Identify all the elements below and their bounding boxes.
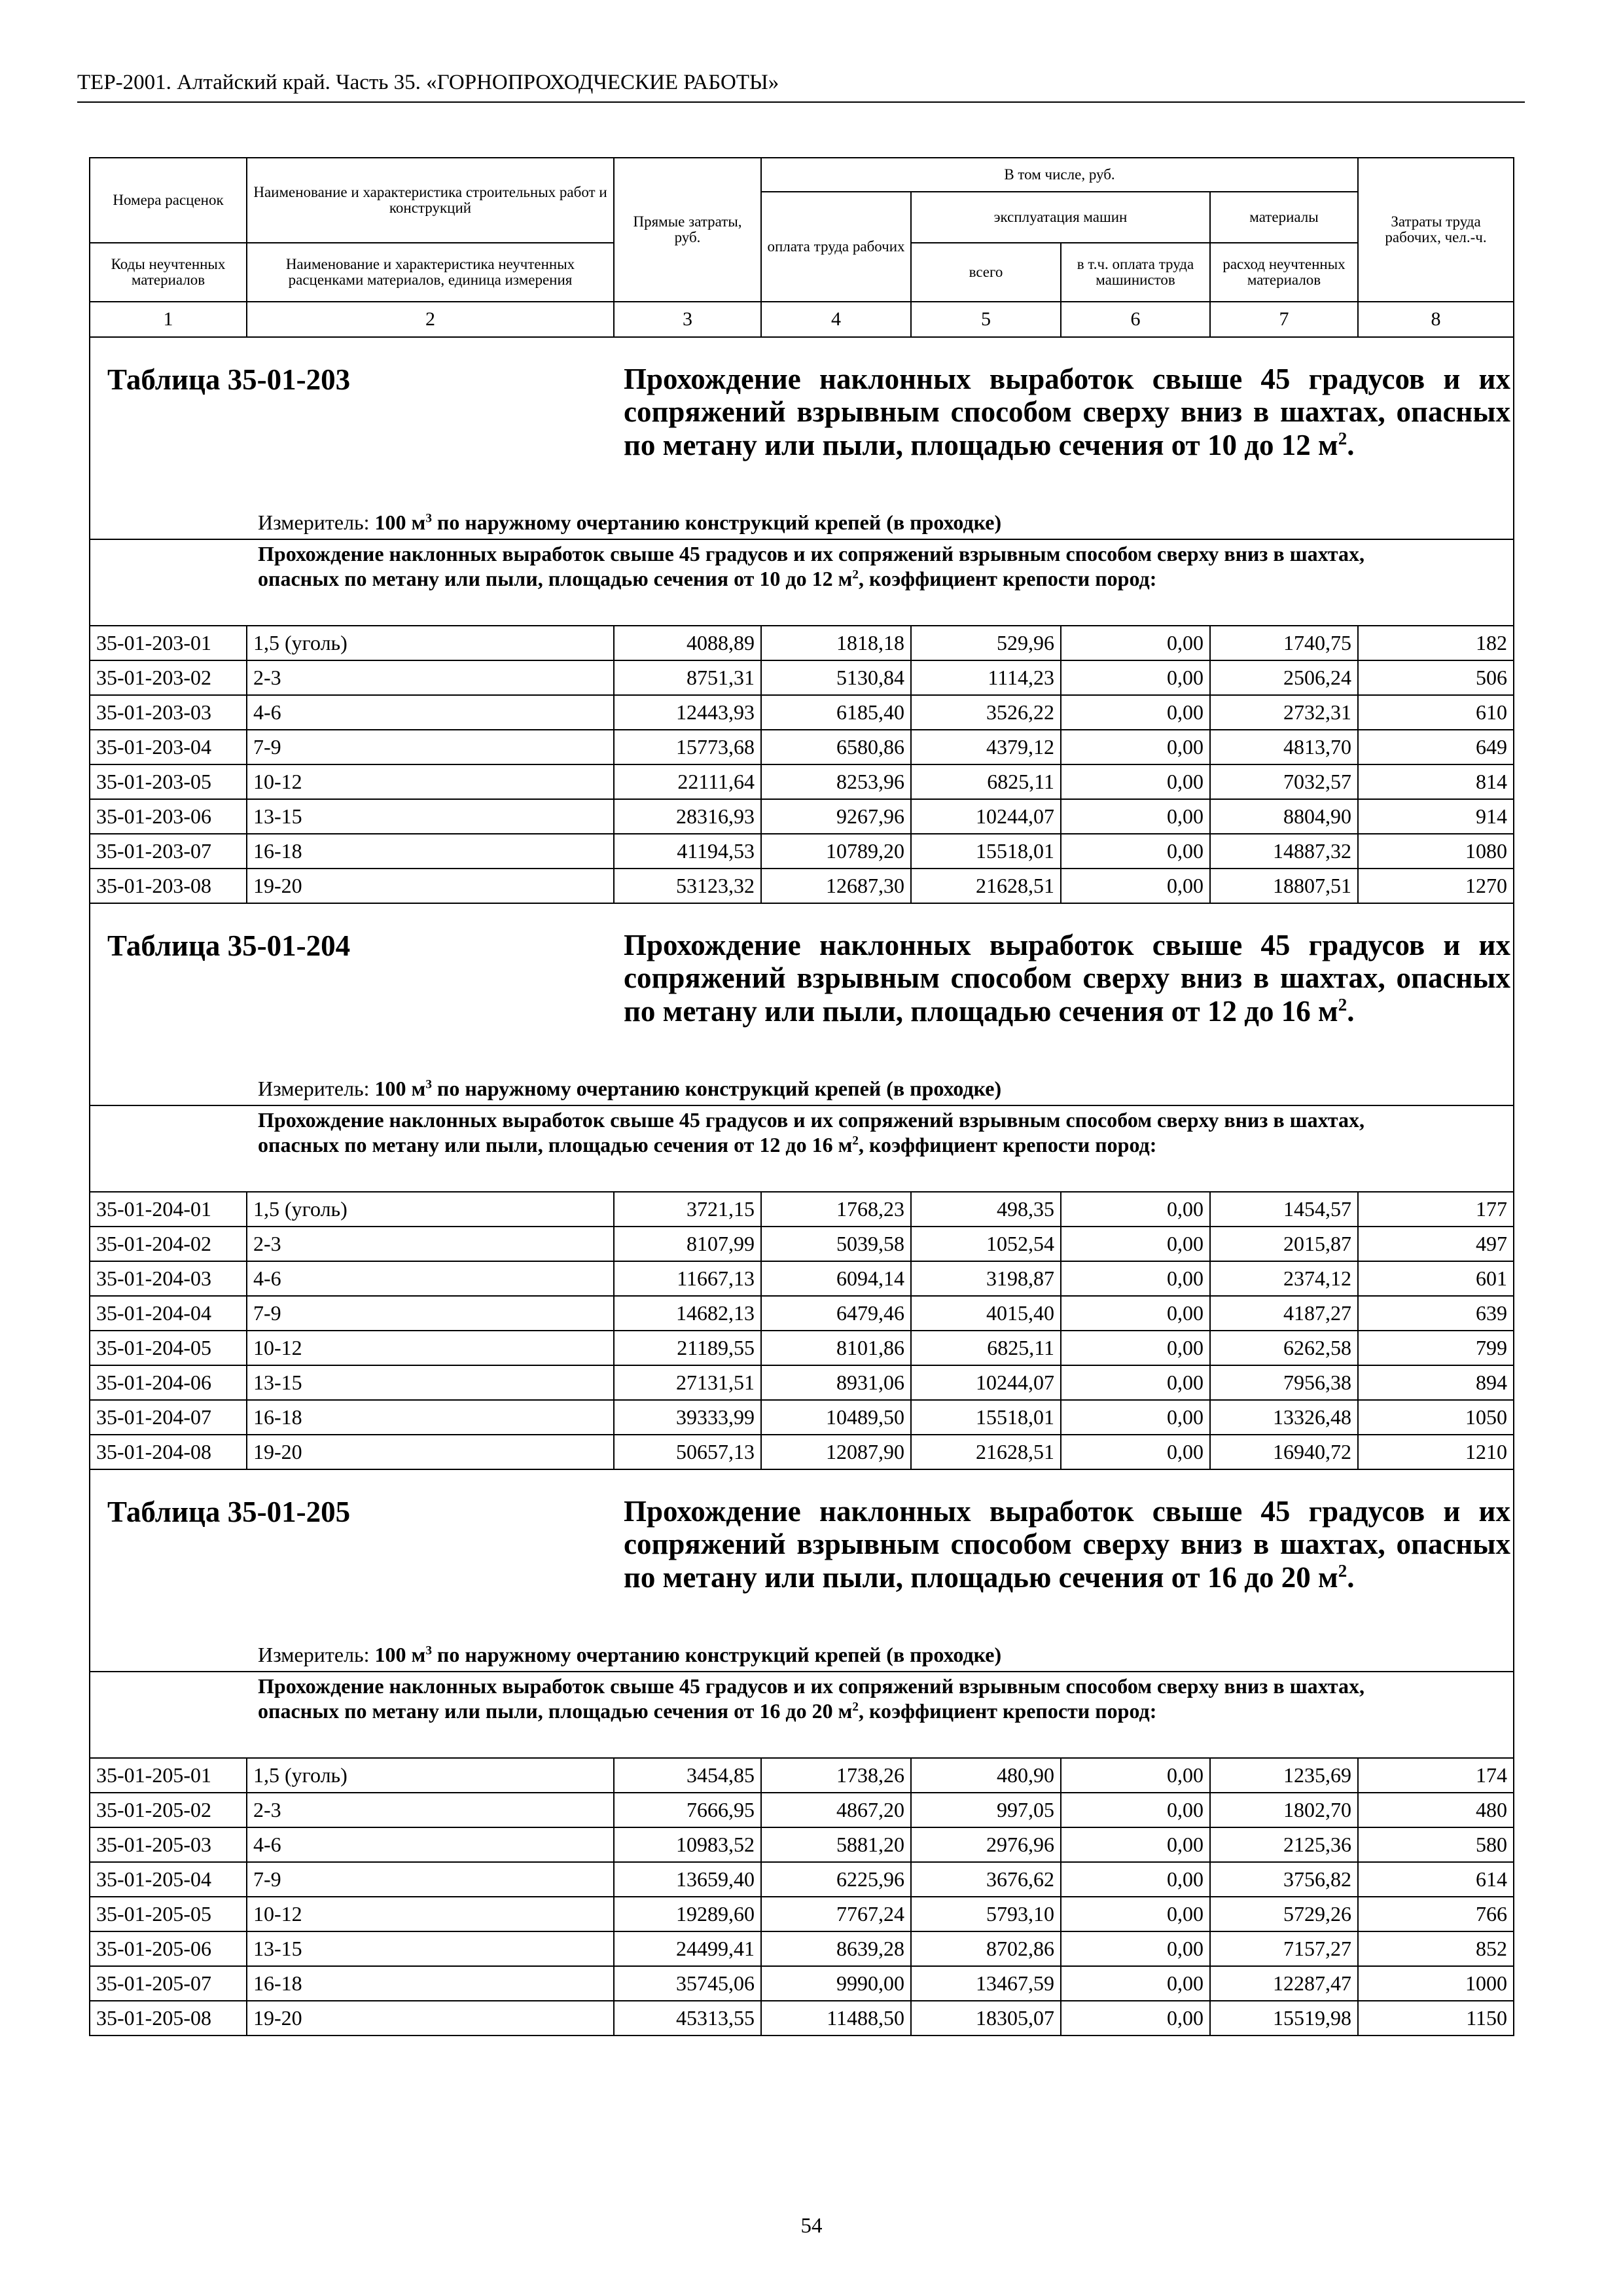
table-cell: 0,00 [1061, 1365, 1210, 1400]
table-cell: 8804,90 [1210, 799, 1358, 834]
table-cell: 1740,75 [1210, 626, 1358, 660]
table-cell: 2-3 [247, 1227, 614, 1261]
table-cell: 39333,99 [614, 1400, 761, 1435]
table-cell: 35-01-204-02 [90, 1227, 247, 1261]
table-subtitle: Прохождение наклонных выработок свыше 45 градусов и их сопряжений взрывным способом сверху вниз в шахтах, опасных по метану или пыли, площадью сечения от 10 до 12 $м^2$, коэффициент крепости пород: [258, 542, 1364, 591]
table-cell: 2374,12 [1210, 1261, 1358, 1296]
table-cell: 0,00 [1061, 764, 1210, 799]
table-cell: 10-12 [247, 1897, 614, 1931]
table-row [90, 1862, 1514, 1897]
table-row [90, 1931, 1514, 1966]
table-cell: 2-3 [247, 1793, 614, 1827]
table-cell: 0,00 [1061, 1897, 1210, 1931]
table-cell: 0,00 [1061, 1192, 1210, 1227]
table-row [90, 869, 1514, 903]
table-cell: 0,00 [1061, 1827, 1210, 1862]
table-measurement: Измеритель: 100 $м^3$ по наружному очертанию конструкций крепей (в проходке) [258, 1643, 1002, 1666]
table-cell: 11488,50 [761, 2001, 911, 2036]
table-cell: 0,00 [1061, 1400, 1210, 1435]
table-cell: 4-6 [247, 695, 614, 730]
table-cell: 11667,13 [614, 1261, 761, 1296]
table-cell: 0,00 [1061, 1296, 1210, 1331]
table-cell: 19-20 [247, 1435, 614, 1469]
table-cell: 16-18 [247, 1400, 614, 1435]
table-cell: 0,00 [1061, 730, 1210, 764]
table-cell: 498,35 [911, 1192, 1061, 1227]
table-cell: 3454,85 [614, 1758, 761, 1793]
table-cell: 852 [1358, 1931, 1514, 1966]
table-cell: 35-01-204-03 [90, 1261, 247, 1296]
table-cell: 614 [1358, 1862, 1514, 1897]
table-title-block [90, 903, 1514, 1105]
table-subtitle-cell [90, 1672, 1514, 1758]
table-cell: 10244,07 [911, 799, 1061, 834]
table-row [90, 1296, 1514, 1331]
table-cell: 649 [1358, 730, 1514, 764]
table-title-row [90, 903, 1514, 1105]
col-operator-pay: в т.ч. оплата труда машинистов [1061, 243, 1210, 302]
table-cell: 16940,72 [1210, 1435, 1358, 1469]
table-cell: 21189,55 [614, 1331, 761, 1365]
table-cell: 35-01-204-04 [90, 1296, 247, 1331]
table-cell: 35-01-203-07 [90, 834, 247, 869]
table-cell: 1080 [1358, 834, 1514, 869]
table-cell: 0,00 [1061, 1227, 1210, 1261]
col-including: В том числе, руб. [761, 158, 1358, 192]
price-table [89, 157, 1514, 2036]
table-cell: 1150 [1358, 2001, 1514, 2036]
table-cell: 6185,40 [761, 695, 911, 730]
table-cell: 3721,15 [614, 1192, 761, 1227]
table-cell: 1738,26 [761, 1758, 911, 1793]
table-cell: 7032,57 [1210, 764, 1358, 799]
table-row [90, 1897, 1514, 1931]
col-machine-total: всего [911, 243, 1061, 302]
column-number: 1 [90, 302, 247, 337]
table-cell: 24499,41 [614, 1931, 761, 1966]
table-cell: 8253,96 [761, 764, 911, 799]
table-cell: 1,5 (уголь) [247, 626, 614, 660]
table-cell: 182 [1358, 626, 1514, 660]
column-numbers-row [90, 302, 1514, 337]
table-cell: 1210 [1358, 1435, 1514, 1469]
table-title-row [90, 337, 1514, 539]
table-measurement: Измеритель: 100 $м^3$ по наружному очертанию конструкций крепей (в проходке) [258, 511, 1002, 534]
table-cell: 35-01-205-05 [90, 1897, 247, 1931]
table-cell: 14682,13 [614, 1296, 761, 1331]
table-cell: 7767,24 [761, 1897, 911, 1931]
table-cell: 13-15 [247, 1365, 614, 1400]
table-cell: 10789,20 [761, 834, 911, 869]
table-cell: 35-01-205-03 [90, 1827, 247, 1862]
table-row [90, 799, 1514, 834]
table-cell: 6094,14 [761, 1261, 911, 1296]
table-cell: 35-01-203-06 [90, 799, 247, 834]
col-material-name: Наименование и характеристика неучтенных расценками материалов, единица измерения [247, 243, 614, 302]
table-row [90, 834, 1514, 869]
table-cell: 3756,82 [1210, 1862, 1358, 1897]
table-cell: 4088,89 [614, 626, 761, 660]
table-cell: 4379,12 [911, 730, 1061, 764]
table-cell: 894 [1358, 1365, 1514, 1400]
table-cell: 997,05 [911, 1793, 1061, 1827]
col-unaccounted-materials: расход неучтенных материалов [1210, 243, 1358, 302]
column-number: 5 [911, 302, 1061, 337]
table-cell: 45313,55 [614, 2001, 761, 2036]
table-number: Таблица 35-01-204 [107, 929, 351, 962]
table-cell: 8107,99 [614, 1227, 761, 1261]
table-cell: 6479,46 [761, 1296, 911, 1331]
table-row [90, 1227, 1514, 1261]
table-cell: 18807,51 [1210, 869, 1358, 903]
table-cell: 9990,00 [761, 1966, 911, 2001]
table-cell: 5039,58 [761, 1227, 911, 1261]
table-cell: 7956,38 [1210, 1365, 1358, 1400]
column-number: 7 [1210, 302, 1358, 337]
table-cell: 15518,01 [911, 1400, 1061, 1435]
table-cell: 41194,53 [614, 834, 761, 869]
table-cell: 13659,40 [614, 1862, 761, 1897]
table-cell: 10244,07 [911, 1365, 1061, 1400]
table-cell: 35-01-204-06 [90, 1365, 247, 1400]
table-title: Прохождение наклонных выработок свыше 45 градусов и их сопряжений взрывным способом сверху вниз в шахтах, опасных по метану или пыли, площадью сечения от 10 до 12 $м^2$. [624, 363, 1510, 461]
table-cell: 21628,51 [911, 1435, 1061, 1469]
table-cell: 35-01-203-01 [90, 626, 247, 660]
document-header: ТЕР-2001. Алтайский край. Часть 35. «ГОРНОПРОХОДЧЕСКИЕ РАБОТЫ» [77, 71, 1525, 103]
page-number: 54 [800, 2214, 823, 2238]
table-cell: 28316,93 [614, 799, 761, 834]
col-machine-ops: эксплуатация машин [911, 192, 1210, 243]
table-cell: 35-01-204-01 [90, 1192, 247, 1227]
table-cell: 7-9 [247, 1296, 614, 1331]
column-number: 4 [761, 302, 911, 337]
table-cell: 766 [1358, 1897, 1514, 1931]
table-cell: 814 [1358, 764, 1514, 799]
table-cell: 10-12 [247, 1331, 614, 1365]
table-cell: 3526,22 [911, 695, 1061, 730]
table-subtitle-row [90, 539, 1514, 626]
table-row [90, 1331, 1514, 1365]
table-cell: 0,00 [1061, 1966, 1210, 2001]
table-cell: 0,00 [1061, 1261, 1210, 1296]
table-cell: 914 [1358, 799, 1514, 834]
table-cell: 35-01-205-06 [90, 1931, 247, 1966]
table-cell: 0,00 [1061, 1862, 1210, 1897]
table-cell: 480 [1358, 1793, 1514, 1827]
table-cell: 7157,27 [1210, 1931, 1358, 1966]
table-cell: 497 [1358, 1227, 1514, 1261]
table-cell: 1235,69 [1210, 1758, 1358, 1793]
table-cell: 15773,68 [614, 730, 761, 764]
table-cell: 4-6 [247, 1261, 614, 1296]
table-cell: 8639,28 [761, 1931, 911, 1966]
table-cell: 10489,50 [761, 1400, 911, 1435]
table-cell: 0,00 [1061, 695, 1210, 730]
table-cell: 12287,47 [1210, 1966, 1358, 2001]
table-cell: 8702,86 [911, 1931, 1061, 1966]
table-cell: 35-01-205-07 [90, 1966, 247, 2001]
table-cell: 13-15 [247, 1931, 614, 1966]
table-cell: 19-20 [247, 869, 614, 903]
table-cell: 14887,32 [1210, 834, 1358, 869]
col-material-codes: Коды неучтенных материалов [90, 243, 247, 302]
col-rate-numbers: Номера расценок [90, 158, 247, 243]
table-row [90, 1261, 1514, 1296]
table-cell: 35-01-203-02 [90, 660, 247, 695]
table-cell: 50657,13 [614, 1435, 761, 1469]
table-cell: 601 [1358, 1261, 1514, 1296]
table-cell: 16-18 [247, 834, 614, 869]
table-cell: 5130,84 [761, 660, 911, 695]
table-cell: 0,00 [1061, 869, 1210, 903]
table-cell: 0,00 [1061, 799, 1210, 834]
table-number: Таблица 35-01-203 [107, 363, 351, 396]
table-subtitle-cell [90, 1105, 1514, 1192]
table-cell: 16-18 [247, 1966, 614, 2001]
table-cell: 7-9 [247, 1862, 614, 1897]
table-cell: 10-12 [247, 764, 614, 799]
table-cell: 22111,64 [614, 764, 761, 799]
table-number: Таблица 35-01-205 [107, 1496, 351, 1528]
table-subtitle-row [90, 1672, 1514, 1758]
table-cell: 35-01-205-01 [90, 1758, 247, 1793]
table-cell: 5881,20 [761, 1827, 911, 1862]
table-cell: 529,96 [911, 626, 1061, 660]
table-cell: 8751,31 [614, 660, 761, 695]
table-row [90, 1758, 1514, 1793]
table-measurement: Измеритель: 100 $м^3$ по наружному очертанию конструкций крепей (в проходке) [258, 1077, 1002, 1100]
table-cell: 2125,36 [1210, 1827, 1358, 1862]
table-cell: 1,5 (уголь) [247, 1192, 614, 1227]
table-cell: 35-01-205-02 [90, 1793, 247, 1827]
table-cell: 480,90 [911, 1758, 1061, 1793]
table-subtitle-cell [90, 539, 1514, 626]
table-cell: 1802,70 [1210, 1793, 1358, 1827]
table-row [90, 1435, 1514, 1469]
table-title-row [90, 1469, 1514, 1672]
table-cell: 6225,96 [761, 1862, 911, 1897]
table-cell: 3676,62 [911, 1862, 1061, 1897]
table-cell: 35-01-204-07 [90, 1400, 247, 1435]
table-cell: 2976,96 [911, 1827, 1061, 1862]
table-cell: 2015,87 [1210, 1227, 1358, 1261]
table-cell: 4187,27 [1210, 1296, 1358, 1331]
col-materials: материалы [1210, 192, 1358, 243]
table-row [90, 1827, 1514, 1862]
table-cell: 35-01-204-08 [90, 1435, 247, 1469]
table-cell: 177 [1358, 1192, 1514, 1227]
table-row [90, 730, 1514, 764]
table-title: Прохождение наклонных выработок свыше 45 градусов и их сопряжений взрывным способом сверху вниз в шахтах, опасных по метану или пыли, площадью сечения от 12 до 16 $м^2$. [624, 929, 1510, 1028]
table-cell: 610 [1358, 695, 1514, 730]
table-title: Прохождение наклонных выработок свыше 45 градусов и их сопряжений взрывным способом сверху вниз в шахтах, опасных по метану или пыли, площадью сечения от 16 до 20 $м^2$. [624, 1495, 1510, 1594]
table-cell: 3198,87 [911, 1261, 1061, 1296]
table-subtitle-row [90, 1105, 1514, 1192]
table-cell: 1818,18 [761, 626, 911, 660]
table-row [90, 1793, 1514, 1827]
table-cell: 35-01-203-05 [90, 764, 247, 799]
table-cell: 35745,06 [614, 1966, 761, 2001]
table-cell: 1,5 (уголь) [247, 1758, 614, 1793]
table-cell: 13-15 [247, 799, 614, 834]
table-cell: 8101,86 [761, 1331, 911, 1365]
table-cell: 5729,26 [1210, 1897, 1358, 1931]
table-cell: 8931,06 [761, 1365, 911, 1400]
table-cell: 35-01-205-08 [90, 2001, 247, 2036]
table-cell: 35-01-204-05 [90, 1331, 247, 1365]
table-cell: 7666,95 [614, 1793, 761, 1827]
table-cell: 7-9 [247, 730, 614, 764]
table-row [90, 1400, 1514, 1435]
table-cell: 1000 [1358, 1966, 1514, 2001]
table-cell: 6262,58 [1210, 1331, 1358, 1365]
table-cell: 15519,98 [1210, 2001, 1358, 2036]
col-direct-costs: Прямые затраты, руб. [614, 158, 761, 302]
table-row [90, 695, 1514, 730]
table-cell: 2-3 [247, 660, 614, 695]
table-cell: 1454,57 [1210, 1192, 1358, 1227]
table-cell: 1114,23 [911, 660, 1061, 695]
table-cell: 6580,86 [761, 730, 911, 764]
table-cell: 0,00 [1061, 1793, 1210, 1827]
table-cell: 12443,93 [614, 695, 761, 730]
table-cell: 10983,52 [614, 1827, 761, 1862]
table-cell: 1270 [1358, 869, 1514, 903]
table-cell: 19-20 [247, 2001, 614, 2036]
table-cell: 35-01-203-03 [90, 695, 247, 730]
table-cell: 1050 [1358, 1400, 1514, 1435]
table-cell: 35-01-203-08 [90, 869, 247, 903]
column-number: 8 [1358, 302, 1514, 337]
col-labor-costs: Затраты труда рабочих, чел.-ч. [1358, 158, 1514, 302]
column-number: 6 [1061, 302, 1210, 337]
table-cell: 580 [1358, 1827, 1514, 1862]
table-cell: 1768,23 [761, 1192, 911, 1227]
table-cell: 0,00 [1061, 1758, 1210, 1793]
table-cell: 0,00 [1061, 1331, 1210, 1365]
table-subtitle: Прохождение наклонных выработок свыше 45 градусов и их сопряжений взрывным способом сверху вниз в шахтах, опасных по метану или пыли, площадью сечения от 16 до 20 $м^2$, коэффициент крепости пород: [258, 1674, 1364, 1723]
table-cell: 4813,70 [1210, 730, 1358, 764]
table-row [90, 764, 1514, 799]
table-cell: 174 [1358, 1758, 1514, 1793]
table-cell: 19289,60 [614, 1897, 761, 1931]
col-work-name: Наименование и характеристика строительных работ и конструкций [247, 158, 614, 243]
table-cell: 6825,11 [911, 1331, 1061, 1365]
table-row [90, 626, 1514, 660]
table-cell: 0,00 [1061, 1435, 1210, 1469]
table-cell: 27131,51 [614, 1365, 761, 1400]
column-number: 3 [614, 302, 761, 337]
column-number: 2 [247, 302, 614, 337]
table-row [90, 1966, 1514, 2001]
table-row [90, 1365, 1514, 1400]
table-cell: 13326,48 [1210, 1400, 1358, 1435]
table-cell: 1052,54 [911, 1227, 1061, 1261]
table-cell: 18305,07 [911, 2001, 1061, 2036]
header-row-1 [90, 158, 1514, 192]
col-labor-pay: оплата труда рабочих [761, 192, 911, 302]
table-cell: 21628,51 [911, 869, 1061, 903]
table-cell: 4015,40 [911, 1296, 1061, 1331]
table-row [90, 2001, 1514, 2036]
table-cell: 506 [1358, 660, 1514, 695]
table-cell: 53123,32 [614, 869, 761, 903]
table-cell: 5793,10 [911, 1897, 1061, 1931]
table-title-block [90, 337, 1514, 539]
table-cell: 0,00 [1061, 834, 1210, 869]
table-cell: 0,00 [1061, 626, 1210, 660]
table-cell: 12087,90 [761, 1435, 911, 1469]
table-row [90, 660, 1514, 695]
table-cell: 4867,20 [761, 1793, 911, 1827]
table-cell: 2732,31 [1210, 695, 1358, 730]
table-cell: 35-01-205-04 [90, 1862, 247, 1897]
table-cell: 639 [1358, 1296, 1514, 1331]
table-cell: 4-6 [247, 1827, 614, 1862]
table-title-block [90, 1469, 1514, 1672]
table-cell: 13467,59 [911, 1966, 1061, 2001]
table-cell: 0,00 [1061, 2001, 1210, 2036]
table-row [90, 1192, 1514, 1227]
table-cell: 9267,96 [761, 799, 911, 834]
table-cell: 0,00 [1061, 1931, 1210, 1966]
table-subtitle: Прохождение наклонных выработок свыше 45 градусов и их сопряжений взрывным способом сверху вниз в шахтах, опасных по метану или пыли, площадью сечения от 12 до 16 $м^2$, коэффициент крепости пород: [258, 1108, 1364, 1157]
table-cell: 15518,01 [911, 834, 1061, 869]
table-cell: 799 [1358, 1331, 1514, 1365]
table-cell: 6825,11 [911, 764, 1061, 799]
table-cell: 12687,30 [761, 869, 911, 903]
table-cell: 2506,24 [1210, 660, 1358, 695]
table-cell: 35-01-203-04 [90, 730, 247, 764]
table-cell: 0,00 [1061, 660, 1210, 695]
